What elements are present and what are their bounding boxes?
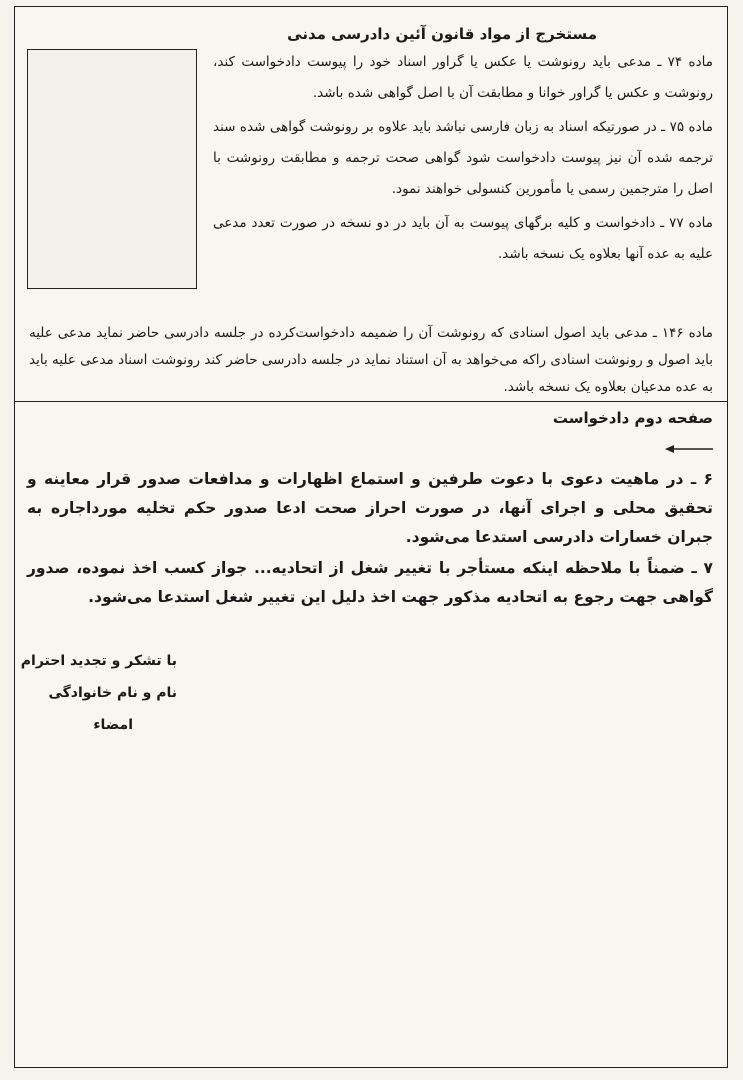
request-items [27, 465, 713, 614]
law-excerpt-section [15, 7, 727, 402]
law-articles-narrow [213, 47, 713, 273]
name-line: نام و نام خانوادگی [48, 685, 177, 701]
closing-regards: با تشکر و تجدید احترام [20, 653, 177, 669]
photo-placeholder-box [27, 49, 197, 289]
signature-line: امضاء [93, 717, 133, 733]
article-75: ماده ۷۵ ـ در صورتیکه اسناد به زبان فارسی نباشد باید علاوه بر رونوشت گواهی شده سند ترجمه شده آن نیز پیوست دادخواست شود گواهی صحت ترجمه و مطابقت رونوشت با اصل را مترجمین رسمی یا مأمورین کنسولی خواهند نمود. [213, 119, 713, 197]
article-74: ماده ۷۴ ـ مدعی باید رونوشت یا عکس یا گراور اسناد خود را پیوست دادخواست کند، رونوشت و عکس یا گراور خوانا و مطابقت آن با اصل گواهی شده باشد. [213, 54, 713, 101]
section-title: مستخرج از مواد قانون آئین دادرسی مدنی [287, 25, 597, 43]
article-77: ماده ۷۷ ـ دادخواست و کلیه برگهای پیوست به آن باید در دو نسخه در صورت تعدد مدعی علیه به عده آنها بعلاوه یک نسخه باشد. [213, 215, 713, 262]
document-page [14, 6, 728, 1068]
second-page-heading: صفحه دوم دادخواست [552, 409, 713, 427]
arrow-left-icon [665, 443, 713, 455]
law-article-wide [29, 320, 713, 401]
request-item-7: ۷ ـ ضمناً با ملاحظه اینکه مستأجر با تغییر شغل از اتحادیه... جواز کسب اخذ نموده، صدور گواهی جهت رجوع به اتحادیه مذکور جهت اخذ دلیل این تغییر شغل استدعا می‌شود. [27, 559, 713, 606]
article-146: ماده ۱۴۶ ـ مدعی باید اصول اسنادی که رونوشت آن را ضمیمه دادخواست‌کرده در جلسه دادرسی حاضر نماید مدعی علیه باید اصول و رونوشت اسنادی راکه می‌خواهد به آن استناد نماید در جلسه دادرسی حاضر کند رونوشت اسناد مدعی علیه باید به عده مدعیان بعلاوه یک نسخه باشد. [29, 325, 713, 395]
request-item-6: ۶ ـ در ماهیت دعوی با دعوت طرفین و استماع اظهارات و مدافعات صدور قرار معاینه و تحقیق محلی و اجرای آنها، در صورت احراز صحت ادعا صدور حکم تخلیه مورداجاره به جبران خسارات دادرسی استدعا می‌شود. [27, 470, 713, 546]
